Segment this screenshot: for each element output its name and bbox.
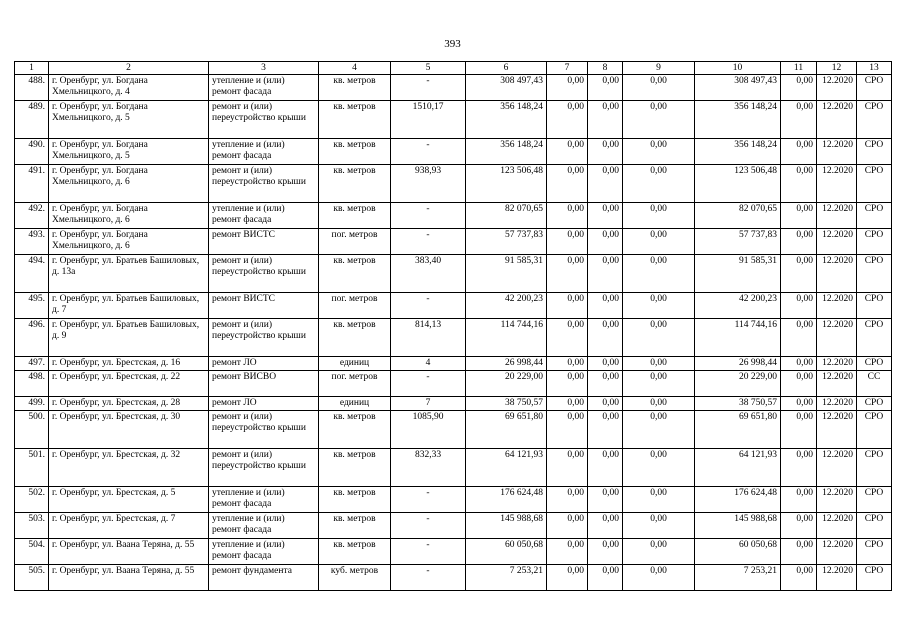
cell-c6: 26 998,44 [466, 357, 547, 371]
cell-n: 493. [15, 229, 49, 255]
cell-c7: 0,00 [547, 101, 588, 139]
cell-c11: 0,00 [781, 165, 817, 203]
cell-c7: 0,00 [547, 255, 588, 293]
cell-addr: г. Оренбург, ул. Богдана Хмельницкого, д. 6 [49, 229, 209, 255]
cell-work: утепление и (или) ремонт фасада [209, 75, 319, 101]
cell-c11: 0,00 [781, 565, 817, 591]
cell-c11: 0,00 [781, 293, 817, 319]
table-row [15, 411, 892, 449]
cell-c12: 12.2020 [817, 75, 857, 101]
cell-qty: - [391, 203, 466, 229]
cell-c9: 0,00 [623, 165, 695, 203]
cell-qty: - [391, 371, 466, 397]
cell-c10: 60 050,68 [695, 539, 781, 565]
cell-c8: 0,00 [588, 101, 623, 139]
cell-c13: СРО [857, 75, 892, 101]
cell-c12: 12.2020 [817, 565, 857, 591]
cell-work: ремонт и (или) переустройство крыши [209, 255, 319, 293]
cell-c10: 145 988,68 [695, 513, 781, 539]
cell-c8: 0,00 [588, 139, 623, 165]
cell-c7: 0,00 [547, 371, 588, 397]
cell-work: утепление и (или) ремонт фасада [209, 513, 319, 539]
cell-addr: г. Оренбург, ул. Брестская, д. 16 [49, 357, 209, 371]
cell-c13: СРО [857, 203, 892, 229]
cell-c13: СРО [857, 411, 892, 449]
cell-c7: 0,00 [547, 539, 588, 565]
cell-c10: 26 998,44 [695, 357, 781, 371]
cell-c6: 82 070,65 [466, 203, 547, 229]
cell-c9: 0,00 [623, 255, 695, 293]
cell-work: утепление и (или) ремонт фасада [209, 139, 319, 165]
cell-qty: 1510,17 [391, 101, 466, 139]
cell-n: 492. [15, 203, 49, 229]
cell-c9: 0,00 [623, 139, 695, 165]
table-row [15, 101, 892, 139]
cell-c11: 0,00 [781, 397, 817, 411]
cell-n: 490. [15, 139, 49, 165]
cell-c11: 0,00 [781, 101, 817, 139]
table-row [15, 397, 892, 411]
cell-c6: 38 750,57 [466, 397, 547, 411]
cell-work: ремонт ЛО [209, 397, 319, 411]
column-number-cell: 9 [623, 62, 695, 75]
cell-c8: 0,00 [588, 255, 623, 293]
cell-addr: г. Оренбург, ул. Брестская, д. 28 [49, 397, 209, 411]
cell-qty: - [391, 75, 466, 101]
cell-c12: 12.2020 [817, 319, 857, 357]
cell-c11: 0,00 [781, 139, 817, 165]
cell-unit: кв. метров [319, 139, 391, 165]
cell-c9: 0,00 [623, 371, 695, 397]
cell-c10: 356 148,24 [695, 139, 781, 165]
cell-unit: кв. метров [319, 203, 391, 229]
cell-c6: 308 497,43 [466, 75, 547, 101]
cell-n: 498. [15, 371, 49, 397]
table-row [15, 203, 892, 229]
cell-c9: 0,00 [623, 397, 695, 411]
cell-addr: г. Оренбург, ул. Ваана Теряна, д. 55 [49, 565, 209, 591]
cell-n: 503. [15, 513, 49, 539]
cell-unit: кв. метров [319, 539, 391, 565]
table-row [15, 293, 892, 319]
cell-unit: кв. метров [319, 165, 391, 203]
cell-n: 504. [15, 539, 49, 565]
cell-work: ремонт ВИСВО [209, 371, 319, 397]
cell-unit: кв. метров [319, 101, 391, 139]
cell-c6: 60 050,68 [466, 539, 547, 565]
cell-c8: 0,00 [588, 319, 623, 357]
cell-c8: 0,00 [588, 449, 623, 487]
cell-c13: СРО [857, 101, 892, 139]
cell-c13: СРО [857, 357, 892, 371]
cell-unit: пог. метров [319, 229, 391, 255]
cell-c9: 0,00 [623, 357, 695, 371]
column-number-cell: 4 [319, 62, 391, 75]
cell-c12: 12.2020 [817, 487, 857, 513]
table-row [15, 449, 892, 487]
cell-qty: - [391, 539, 466, 565]
cell-c11: 0,00 [781, 411, 817, 449]
cell-qty: - [391, 487, 466, 513]
table-row [15, 565, 892, 591]
cell-n: 500. [15, 411, 49, 449]
table-row [15, 139, 892, 165]
cell-c11: 0,00 [781, 371, 817, 397]
cell-n: 499. [15, 397, 49, 411]
cell-unit: пог. метров [319, 293, 391, 319]
cell-addr: г. Оренбург, ул. Брестская, д. 30 [49, 411, 209, 449]
cell-addr: г. Оренбург, ул. Брестская, д. 32 [49, 449, 209, 487]
cell-c9: 0,00 [623, 513, 695, 539]
column-number-cell: 12 [817, 62, 857, 75]
cell-addr: г. Оренбург, ул. Братьев Башиловых, д. 9 [49, 319, 209, 357]
cell-c8: 0,00 [588, 293, 623, 319]
cell-c7: 0,00 [547, 203, 588, 229]
cell-c10: 123 506,48 [695, 165, 781, 203]
cell-c8: 0,00 [588, 203, 623, 229]
cell-c11: 0,00 [781, 319, 817, 357]
cell-c6: 57 737,83 [466, 229, 547, 255]
table-row [15, 319, 892, 357]
cell-n: 502. [15, 487, 49, 513]
table-row [15, 539, 892, 565]
cell-c12: 12.2020 [817, 539, 857, 565]
cell-c13: СРО [857, 565, 892, 591]
cell-c13: СРО [857, 255, 892, 293]
cell-qty: - [391, 293, 466, 319]
column-number-cell: 3 [209, 62, 319, 75]
cell-c11: 0,00 [781, 513, 817, 539]
cell-c7: 0,00 [547, 449, 588, 487]
cell-c7: 0,00 [547, 75, 588, 101]
cell-unit: кв. метров [319, 513, 391, 539]
cell-addr: г. Оренбург, ул. Богдана Хмельницкого, д. 5 [49, 101, 209, 139]
table-body [15, 62, 892, 591]
cell-c12: 12.2020 [817, 165, 857, 203]
cell-c13: СРО [857, 165, 892, 203]
cell-qty: - [391, 139, 466, 165]
cell-c7: 0,00 [547, 565, 588, 591]
cell-addr: г. Оренбург, ул. Богдана Хмельницкого, д. 4 [49, 75, 209, 101]
cell-c8: 0,00 [588, 371, 623, 397]
table-row [15, 371, 892, 397]
cell-addr: г. Оренбург, ул. Богдана Хмельницкого, д. 5 [49, 139, 209, 165]
cell-c10: 20 229,00 [695, 371, 781, 397]
cell-work: ремонт и (или) переустройство крыши [209, 411, 319, 449]
cell-qty: 4 [391, 357, 466, 371]
cell-c9: 0,00 [623, 539, 695, 565]
cell-c13: СРО [857, 319, 892, 357]
cell-c10: 69 651,80 [695, 411, 781, 449]
cell-qty: - [391, 565, 466, 591]
cell-n: 491. [15, 165, 49, 203]
cell-c9: 0,00 [623, 101, 695, 139]
cell-c8: 0,00 [588, 229, 623, 255]
cell-c9: 0,00 [623, 229, 695, 255]
cell-c9: 0,00 [623, 449, 695, 487]
cell-c9: 0,00 [623, 411, 695, 449]
table-row [15, 165, 892, 203]
cell-c11: 0,00 [781, 229, 817, 255]
cell-c6: 91 585,31 [466, 255, 547, 293]
cell-c10: 42 200,23 [695, 293, 781, 319]
cell-n: 496. [15, 319, 49, 357]
page-number: 393 [444, 38, 461, 50]
cell-c8: 0,00 [588, 357, 623, 371]
cell-addr: г. Оренбург, ул. Ваана Теряна, д. 55 [49, 539, 209, 565]
cell-c9: 0,00 [623, 319, 695, 357]
cell-unit: кв. метров [319, 75, 391, 101]
cell-work: ремонт ВИСТС [209, 293, 319, 319]
cell-addr: г. Оренбург, ул. Брестская, д. 7 [49, 513, 209, 539]
cell-c10: 356 148,24 [695, 101, 781, 139]
column-number-cell: 6 [466, 62, 547, 75]
column-number-cell: 13 [857, 62, 892, 75]
cell-addr: г. Оренбург, ул. Братьев Башиловых, д. 13а [49, 255, 209, 293]
column-number-cell: 5 [391, 62, 466, 75]
cell-c6: 69 651,80 [466, 411, 547, 449]
cell-addr: г. Оренбург, ул. Брестская, д. 22 [49, 371, 209, 397]
cell-c6: 20 229,00 [466, 371, 547, 397]
cell-c6: 42 200,23 [466, 293, 547, 319]
cell-c6: 7 253,21 [466, 565, 547, 591]
cell-c13: СРО [857, 449, 892, 487]
cell-c7: 0,00 [547, 357, 588, 371]
cell-c6: 356 148,24 [466, 101, 547, 139]
column-number-cell: 8 [588, 62, 623, 75]
cell-c8: 0,00 [588, 487, 623, 513]
cell-c13: СРО [857, 487, 892, 513]
cell-c12: 12.2020 [817, 101, 857, 139]
cell-qty: 383,40 [391, 255, 466, 293]
cell-c11: 0,00 [781, 357, 817, 371]
table-row [15, 357, 892, 371]
cell-c10: 114 744,16 [695, 319, 781, 357]
cell-work: утепление и (или) ремонт фасада [209, 487, 319, 513]
table-row [15, 513, 892, 539]
cell-c13: СС [857, 371, 892, 397]
cell-c12: 12.2020 [817, 139, 857, 165]
cell-c10: 82 070,65 [695, 203, 781, 229]
cell-c10: 57 737,83 [695, 229, 781, 255]
cell-c12: 12.2020 [817, 371, 857, 397]
cell-work: ремонт ВИСТС [209, 229, 319, 255]
cell-c7: 0,00 [547, 139, 588, 165]
cell-c12: 12.2020 [817, 255, 857, 293]
cell-qty: 814,13 [391, 319, 466, 357]
cell-c7: 0,00 [547, 487, 588, 513]
cell-c9: 0,00 [623, 293, 695, 319]
cell-c11: 0,00 [781, 75, 817, 101]
cell-c10: 176 624,48 [695, 487, 781, 513]
cell-c13: СРО [857, 229, 892, 255]
cell-c13: СРО [857, 539, 892, 565]
cell-c6: 145 988,68 [466, 513, 547, 539]
cell-c8: 0,00 [588, 75, 623, 101]
column-number-header [15, 62, 892, 75]
cell-c12: 12.2020 [817, 449, 857, 487]
cell-n: 495. [15, 293, 49, 319]
cell-c11: 0,00 [781, 539, 817, 565]
cell-qty: - [391, 513, 466, 539]
cell-c7: 0,00 [547, 229, 588, 255]
cell-n: 489. [15, 101, 49, 139]
cell-n: 505. [15, 565, 49, 591]
cell-c8: 0,00 [588, 397, 623, 411]
cell-work: ремонт ЛО [209, 357, 319, 371]
column-number-cell: 2 [49, 62, 209, 75]
cell-c12: 12.2020 [817, 203, 857, 229]
column-number-cell: 11 [781, 62, 817, 75]
cell-c12: 12.2020 [817, 229, 857, 255]
cell-c9: 0,00 [623, 565, 695, 591]
cell-unit: кв. метров [319, 449, 391, 487]
cell-qty: 938,93 [391, 165, 466, 203]
cell-c7: 0,00 [547, 411, 588, 449]
table-row [15, 487, 892, 513]
cell-unit: кв. метров [319, 411, 391, 449]
column-number-cell: 10 [695, 62, 781, 75]
cell-qty: - [391, 229, 466, 255]
cell-c13: СРО [857, 293, 892, 319]
cell-unit: куб. метров [319, 565, 391, 591]
cell-c9: 0,00 [623, 487, 695, 513]
cell-work: утепление и (или) ремонт фасада [209, 539, 319, 565]
cell-c8: 0,00 [588, 411, 623, 449]
cell-qty: 832,33 [391, 449, 466, 487]
cell-c7: 0,00 [547, 165, 588, 203]
cell-c7: 0,00 [547, 293, 588, 319]
cell-c12: 12.2020 [817, 293, 857, 319]
cell-work: утепление и (или) ремонт фасада [209, 203, 319, 229]
cell-c13: СРО [857, 513, 892, 539]
cell-n: 494. [15, 255, 49, 293]
cell-c7: 0,00 [547, 319, 588, 357]
cell-c10: 64 121,93 [695, 449, 781, 487]
cell-c11: 0,00 [781, 203, 817, 229]
cell-c10: 308 497,43 [695, 75, 781, 101]
cell-c12: 12.2020 [817, 357, 857, 371]
cell-work: ремонт и (или) переустройство крыши [209, 101, 319, 139]
cell-addr: г. Оренбург, ул. Брестская, д. 5 [49, 487, 209, 513]
cell-addr: г. Оренбург, ул. Братьев Башиловых, д. 7 [49, 293, 209, 319]
cell-work: ремонт и (или) переустройство крыши [209, 165, 319, 203]
cell-c11: 0,00 [781, 487, 817, 513]
cell-n: 501. [15, 449, 49, 487]
cell-c6: 114 744,16 [466, 319, 547, 357]
column-number-cell: 1 [15, 62, 49, 75]
cell-qty: 7 [391, 397, 466, 411]
cell-unit: кв. метров [319, 487, 391, 513]
table-row [15, 255, 892, 293]
cell-unit: кв. метров [319, 319, 391, 357]
cell-c13: СРО [857, 397, 892, 411]
cell-c12: 12.2020 [817, 397, 857, 411]
cell-qty: 1085,90 [391, 411, 466, 449]
cell-c11: 0,00 [781, 449, 817, 487]
cell-c10: 38 750,57 [695, 397, 781, 411]
cell-c12: 12.2020 [817, 513, 857, 539]
cell-c12: 12.2020 [817, 411, 857, 449]
cell-c6: 64 121,93 [466, 449, 547, 487]
cell-work: ремонт и (или) переустройство крыши [209, 319, 319, 357]
table-row [15, 75, 892, 101]
cell-c13: СРО [857, 139, 892, 165]
cell-c7: 0,00 [547, 513, 588, 539]
cell-work: ремонт фундамента [209, 565, 319, 591]
cell-c10: 7 253,21 [695, 565, 781, 591]
cell-c9: 0,00 [623, 203, 695, 229]
cell-work: ремонт и (или) переустройство крыши [209, 449, 319, 487]
cell-unit: единиц [319, 397, 391, 411]
cell-c10: 91 585,31 [695, 255, 781, 293]
cell-c8: 0,00 [588, 165, 623, 203]
cell-c6: 176 624,48 [466, 487, 547, 513]
cell-c6: 123 506,48 [466, 165, 547, 203]
cell-c11: 0,00 [781, 255, 817, 293]
cell-c8: 0,00 [588, 539, 623, 565]
capital-repair-table [14, 61, 892, 591]
cell-addr: г. Оренбург, ул. Богдана Хмельницкого, д. 6 [49, 165, 209, 203]
cell-c8: 0,00 [588, 565, 623, 591]
cell-c9: 0,00 [623, 75, 695, 101]
cell-unit: кв. метров [319, 255, 391, 293]
cell-unit: единиц [319, 357, 391, 371]
cell-unit: пог. метров [319, 371, 391, 397]
cell-c7: 0,00 [547, 397, 588, 411]
cell-addr: г. Оренбург, ул. Богдана Хмельницкого, д. 6 [49, 203, 209, 229]
cell-n: 488. [15, 75, 49, 101]
table-row [15, 229, 892, 255]
column-number-cell: 7 [547, 62, 588, 75]
cell-c8: 0,00 [588, 513, 623, 539]
cell-c6: 356 148,24 [466, 139, 547, 165]
cell-n: 497. [15, 357, 49, 371]
